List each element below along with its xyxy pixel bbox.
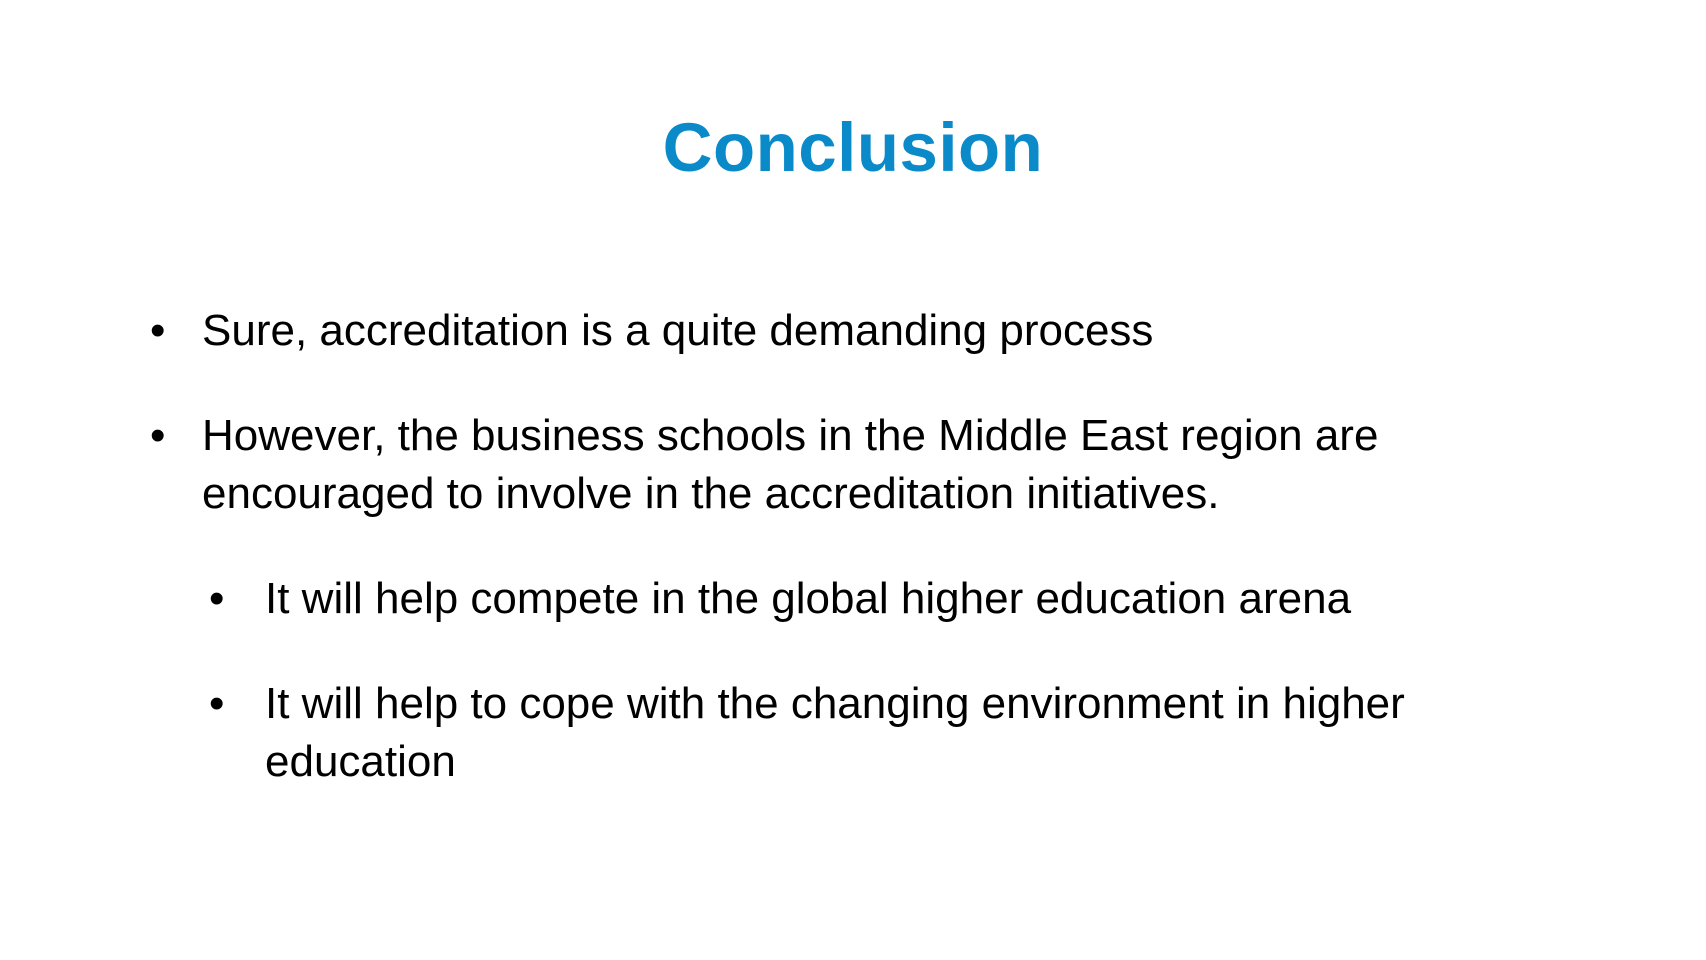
bullet-dot-icon: • <box>150 411 166 460</box>
bullet-text: It will help compete in the global higher education arena <box>265 574 1352 623</box>
bullet-text: However, the business schools in the Middle East region are encouraged to involve in the accreditation initiatives. <box>202 411 1379 518</box>
bullet-item <box>150 407 1582 523</box>
bullet-dot-icon: • <box>150 306 166 355</box>
bullet-item <box>150 302 1582 360</box>
bullet-text: It will help to cope with the changing environment in higher education <box>265 679 1405 786</box>
sub-bullet-item <box>209 675 1585 791</box>
bullet-dot-icon: • <box>209 679 225 728</box>
sub-bullet-item <box>209 570 1585 628</box>
slide-title: Conclusion <box>662 109 1044 186</box>
bullet-dot-icon: • <box>209 574 225 623</box>
bullet-text: Sure, accreditation is a quite demanding process <box>202 306 1154 355</box>
